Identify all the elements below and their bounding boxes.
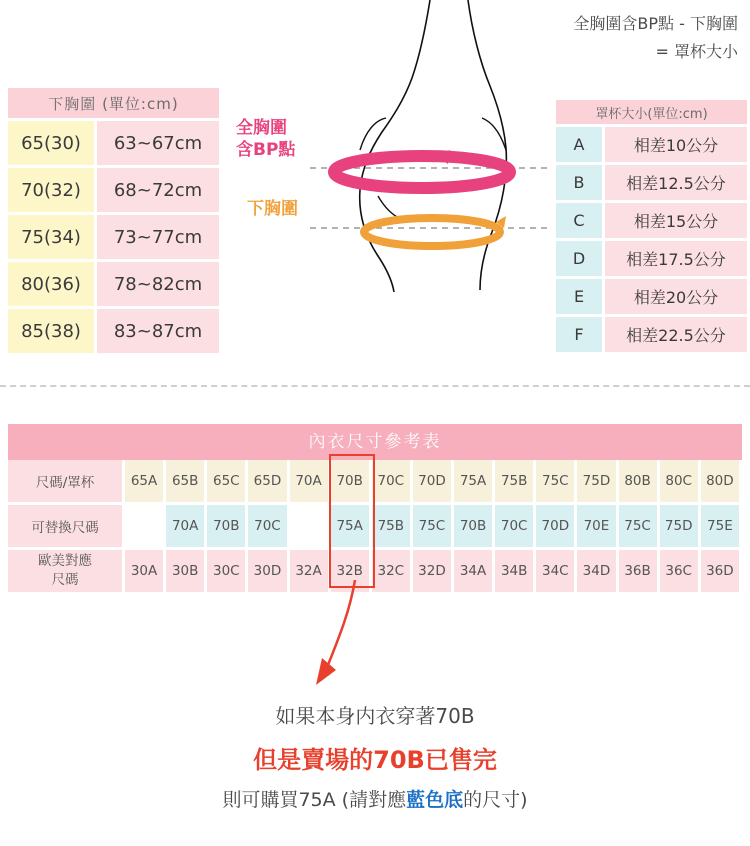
cell-r3c3: 30C [206,549,247,594]
cell-r3c8: 32D [411,549,452,594]
cell-r1c15: 80D [699,460,740,504]
cell-r2c5 [288,504,329,549]
cell-r2c10: 70C [494,504,535,549]
cell-r2c11: 70D [535,504,576,549]
cell-r3c6: 32B [329,549,370,594]
cell-r3c5: 32A [288,549,329,594]
cell-r1c4: 65D [247,460,288,504]
underbust-table [8,88,222,356]
note-line-3-blue: 藍色底 [406,789,464,811]
underbust-size: 70(32) [8,167,96,214]
underbust-size: 65(30) [8,120,96,167]
cup-letter: A [556,126,604,164]
top-section [0,0,750,385]
table-row [556,126,749,164]
pointer-arrow [300,580,420,690]
full-bust-label [236,117,295,161]
cell-r2c13: 75C [617,504,658,549]
cell-r2c8: 75C [411,504,452,549]
table-row [556,240,749,278]
table-row [8,88,221,120]
note-line-2: 但是賣場的70B已售完 [253,746,497,774]
cup-formula-line2: = 罩杯大小 [655,42,738,61]
under-bust-label: 下胸圍 [247,199,298,219]
cup-diff: 相差12.5公分 [604,164,749,202]
cell-r2c14: 75D [658,504,699,549]
underbust-range: 73~77cm [96,214,221,261]
underbust-size: 85(38) [8,308,96,355]
cell-r3c13: 36B [617,549,658,594]
table-row [8,308,221,355]
body-illustration [300,0,560,385]
table-row [8,167,221,214]
cell-r3c4: 30D [247,549,288,594]
cup-letter: F [556,316,604,354]
cup-letter: C [556,202,604,240]
cell-r2c9: 70B [453,504,494,549]
table-row [556,278,749,316]
cell-r1c12: 75D [576,460,617,504]
cell-r2c15: 75E [699,504,740,549]
cell-r1c8: 70D [411,460,452,504]
underbust-size: 75(34) [8,214,96,261]
cell-r3c7: 32C [370,549,411,594]
cell-r3c10: 34B [494,549,535,594]
cell-r1c9: 75A [453,460,494,504]
cell-r3c14: 36C [658,549,699,594]
full-bust-label-line1: 全胸圍 [236,118,287,138]
cup-diff: 相差15公分 [604,202,749,240]
section-divider [0,385,750,387]
cell-r1c2: 65B [165,460,206,504]
cup-letter: E [556,278,604,316]
cup-diff: 相差17.5公分 [604,240,749,278]
cup-formula-line1: 全胸圍含BP點 - 下胸圍 [573,14,738,33]
size-chart-section [8,424,742,595]
note-line-3-suffix: 的尺寸) [463,789,528,811]
cup-diff: 相差20公分 [604,278,749,316]
table-row [8,504,741,549]
cell-r1c14: 80C [658,460,699,504]
cell-r3c9: 34A [453,549,494,594]
cell-r1c1: 65A [124,460,165,504]
table-row [8,460,741,504]
cell-r2c1 [124,504,165,549]
cell-r1c7: 70C [370,460,411,504]
cup-table-header: 罩杯大小(單位:cm) [556,100,749,126]
cell-r1c11: 75C [535,460,576,504]
cell-r2c4: 70C [247,504,288,549]
cup-size-table [556,100,750,355]
cell-r3c12: 34D [576,549,617,594]
underbust-range: 83~87cm [96,308,221,355]
cell-r2c3: 70B [206,504,247,549]
underbust-range: 78~82cm [96,261,221,308]
table-row [556,164,749,202]
table-row [556,100,749,126]
cell-r2c7: 75B [370,504,411,549]
table-row [8,214,221,261]
underbust-range: 63~67cm [96,120,221,167]
cell-r1c13: 80B [617,460,658,504]
full-bust-label-line2: 含BP點 [236,140,296,160]
table-row [8,120,221,167]
cell-r2c12: 70E [576,504,617,549]
underbust-table-header: 下胸圍 (單位:cm) [8,88,221,120]
cell-r2c2: 70A [165,504,206,549]
cup-diff: 相差22.5公分 [604,316,749,354]
note-line-1: 如果本身内衣穿著70B [275,704,475,728]
cell-r1c10: 75B [494,460,535,504]
cup-letter: B [556,164,604,202]
underbust-range: 68~72cm [96,167,221,214]
underbust-size: 80(36) [8,261,96,308]
cell-r3c15: 36D [699,549,740,594]
row-header-size-cup: 尺碼/罩杯 [8,460,124,504]
cup-formula [573,10,738,66]
table-row [8,261,221,308]
cell-r1c6: 70B [329,460,370,504]
row-header-eu-us-line1: 歐美對應 [38,553,92,569]
cup-letter: D [556,240,604,278]
size-chart-table [8,460,742,595]
table-row [556,316,749,354]
cell-r2c6: 75A [329,504,370,549]
row-header-eu-us [8,549,124,594]
note-line-3-prefix: 則可購買75A (請對應 [222,789,407,811]
row-header-alternative: 可替換尺碼 [8,504,124,549]
cup-diff: 相差10公分 [604,126,749,164]
note-line-3 [0,785,750,812]
cell-r1c5: 70A [288,460,329,504]
size-chart-title: 內衣尺寸參考表 [8,424,742,460]
cell-r1c3: 65C [206,460,247,504]
table-row [556,202,749,240]
row-header-eu-us-line2: 尺碼 [51,572,79,588]
cell-r3c11: 34C [535,549,576,594]
cell-r3c1: 30A [124,549,165,594]
cell-r3c2: 30B [165,549,206,594]
